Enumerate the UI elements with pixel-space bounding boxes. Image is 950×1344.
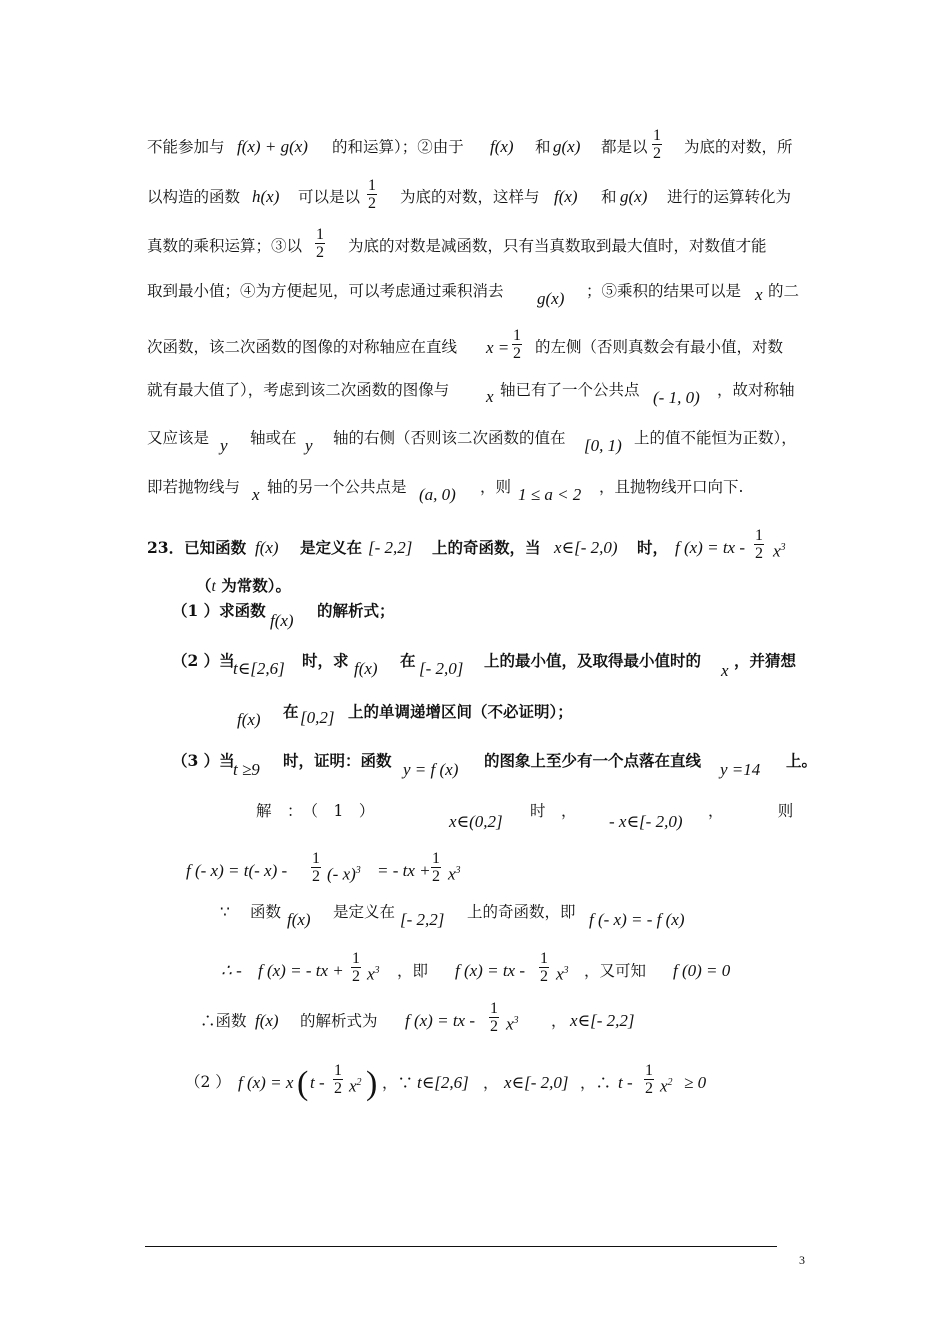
para-line-1: 不能参加与 [147,138,225,156]
para-text: 和 [535,138,551,156]
problem-number: 23．已知函数 [147,538,247,557]
math-domain: x∈[- 2,2] [570,1011,635,1030]
solution-text: ，又可知 [584,962,647,980]
para-text: 的二 [768,282,800,300]
math-fx: f(x) [270,611,294,630]
math-half: $\frac{1}{2}$ [352,950,360,985]
para-text: ，且抛物线开口向下. [599,478,744,496]
question-3: （3 ）当 [172,751,235,770]
problem-text: 时， [637,538,669,557]
math-t-range: t∈[2,6] [233,659,285,678]
question-2-text: 在 [400,651,416,670]
solution-text: ，即 [397,962,429,980]
math-fx: f(x) [354,659,378,678]
math-fx-def: f (x) = tx - [455,961,525,980]
math-f-negx: f (- x) = t(- x) - [186,861,288,880]
math-x-cubed: $x^3$ [367,964,380,984]
left-paren: ( [297,1065,309,1102]
math-x-eq: x = [486,338,510,357]
math-interval: [- 2,0] [419,659,464,678]
math-x-range: x∈(0,2] [449,812,503,831]
solution-text: 函数 [250,903,282,921]
math-t-ge9: t ≥9 [233,760,260,779]
math-half: $\frac{1}{2}$ [653,127,661,162]
para-text: 轴已有了一个公共点 [500,381,640,399]
para-text: 为底的对数，这样与 [400,188,540,206]
math-hx: h(x) [252,187,280,206]
para-line-4: 取到最小值；④为方便起见，可以考虑通过乘积消去 [147,282,504,300]
problem-text: 上的奇函数，当 [432,538,541,557]
math-half: $\frac{1}{2}$ [334,1062,342,1097]
math-y: y [305,436,313,455]
question-3-text: 上。 [786,751,818,770]
right-paren: ) [366,1065,378,1102]
math-fx-factored: f (x) = x [238,1073,294,1092]
para-text: 都是以 [601,138,648,156]
math-gx: g(x) [553,137,581,156]
para-text: 进行的运算转化为 [667,188,792,206]
math-ge-zero: ≥ 0 [684,1073,707,1092]
math-x: x [755,285,763,304]
para-text: 为底的对数是减函数，只有当真数取到最大值时，对数值才能 [348,237,767,255]
math-neg-fx: f (x) = - tx + [258,961,344,980]
because-symbol: ，∵ [382,1074,414,1092]
para-text: ，则 [480,478,512,496]
solution-text: 上的奇函数，即 [467,903,576,921]
math-half: $\frac{1}{2}$ [490,1000,498,1035]
because-symbol: ∵ [220,903,230,921]
math-x: x [486,387,494,406]
math-x-squared: $x^2$ [660,1076,673,1096]
question-2-text: 上的单调递增区间（不必证明）； [348,702,573,721]
question-3-text: 时，证明：函数 [283,751,392,770]
math-fx-def: f (x) = tx - [405,1011,475,1030]
para-line-7: 又应该是 [147,429,210,447]
para-text: 和 [601,188,617,206]
math-x-squared: $x^2$ [349,1076,362,1096]
math-fx: f(x) [554,187,578,206]
question-2-text: ，并猜想 [734,651,797,670]
math-f-def: f (x) = tx - [675,538,745,557]
solution-text: ， 则 [708,802,794,820]
question-2-text: 上的最小值，及取得最小值时的 [484,651,702,670]
math-x-cubed: $x^3$ [506,1014,519,1034]
math-half: $\frac{1}{2}$ [312,850,320,885]
question-2-text: 时，求 [302,651,349,670]
math-interval: [- 2,2] [400,910,445,929]
footer-rule [145,1246,777,1247]
math-fx: f(x) [237,710,261,729]
question-1-end: 的解析式； [317,601,395,620]
t-const-note: （t 为常数）。 [196,576,291,595]
math-y-fx: y = f (x) [403,760,459,779]
para-text: 轴的另一个公共点是 [267,478,407,496]
question-2: （2 ）当 [172,651,235,670]
math-fx: f(x) [255,1011,279,1030]
math-y: y [220,436,228,455]
math-x-in: x∈[- 2,0) [554,538,618,557]
para-text: 为底的对数，所 [684,138,793,156]
math-half: $\frac{1}{2}$ [368,177,376,212]
comma: ， [551,1012,567,1030]
comma: ， [483,1074,499,1092]
para-line-6: 就有最大值了），考虑到该二次函数的图像与 [147,381,450,399]
math-half: $\frac{1}{2}$ [432,850,440,885]
math-y14: y =14 [720,760,761,779]
math-interval: [- 2,2] [368,538,413,557]
para-text: 轴或在 [250,429,297,447]
para-line-3: 真数的乘积运算；③以 [147,237,303,255]
math-half: $\frac{1}{2}$ [645,1062,653,1097]
math-half: $\frac{1}{2}$ [513,327,521,362]
math-fx: f(x) [287,910,311,929]
math-half: $\frac{1}{2}$ [540,950,548,985]
math-neg-tx: = - tx + [377,861,431,880]
para-text: ；⑤乘积的结果可以是 [586,282,742,300]
question-1: （1 ）求函数 [172,601,266,620]
math-point: (- 1, 0) [653,388,700,407]
solution-text: 的解析式为 [300,1012,378,1030]
para-text: 上的值不能恒为正数）， [634,429,797,447]
math-t-minus: t - [310,1073,325,1092]
math-fx-plus-gx: f(x) + g(x) [237,137,308,156]
therefore-symbol: ，∴ [580,1074,612,1092]
solution-text: 时 ， [530,802,577,820]
math-fx: f(x) [490,137,514,156]
para-text: 可以是以 [298,188,361,206]
page-number: 3 [799,1253,805,1267]
math-x-range: x∈[- 2,0] [504,1073,569,1092]
math-negx-range: - x∈[- 2,0) [609,812,683,831]
para-text: 的左侧（否则真数会有最小值，对数 [535,338,784,356]
math-t-minus: t - [618,1073,633,1092]
math-interval: [0,2] [300,708,335,727]
solution-part-2-label: （2 ） [185,1073,231,1091]
math-x: x [252,485,260,504]
math-point: (a, 0) [419,485,456,504]
math-odd: f (- x) = - f (x) [589,910,685,929]
math-gx: g(x) [537,289,565,308]
para-line-5: 次函数，该二次函数的图像的对称轴应在直线 [147,338,458,356]
question-2-text: 在 [283,702,299,721]
math-x-cubed: $x^3$ [448,864,461,884]
math-f0: f (0) = 0 [673,961,731,980]
math-x-cubed: $x^3$ [773,541,786,561]
para-line-2: 以构造的函数 [147,188,241,206]
para-text: 轴的右侧（否则该二次函数的值在 [333,429,566,447]
math-fx: f(x) [255,538,279,557]
math-x-cubed: $x^3$ [556,964,569,984]
math-interval: [0, 1) [584,436,622,455]
math-gx: g(x) [620,187,648,206]
para-line-8: 即若抛物线与 [147,478,241,496]
solution-text: ∴函数 [200,1012,247,1030]
para-text: ，故对称轴 [717,381,795,399]
math-negx-cubed: (- x)$^3$ [327,864,361,884]
question-3-text: 的图象上至少有一个点落在直线 [484,751,702,770]
problem-text: 是定义在 [300,538,363,557]
math-x: x [721,661,729,680]
math-t-range: t∈[2,6] [417,1073,469,1092]
solution-label: 解 ： （ 1 ） [256,802,375,820]
math-range: 1 ≤ a < 2 [518,485,582,504]
solution-text: 是定义在 [333,903,396,921]
para-text: 的和运算）；②由于 [332,138,464,156]
math-half: $\frac{1}{2}$ [755,527,763,562]
therefore-symbol: ∴ - [221,961,242,980]
math-half: $\frac{1}{2}$ [316,226,324,261]
